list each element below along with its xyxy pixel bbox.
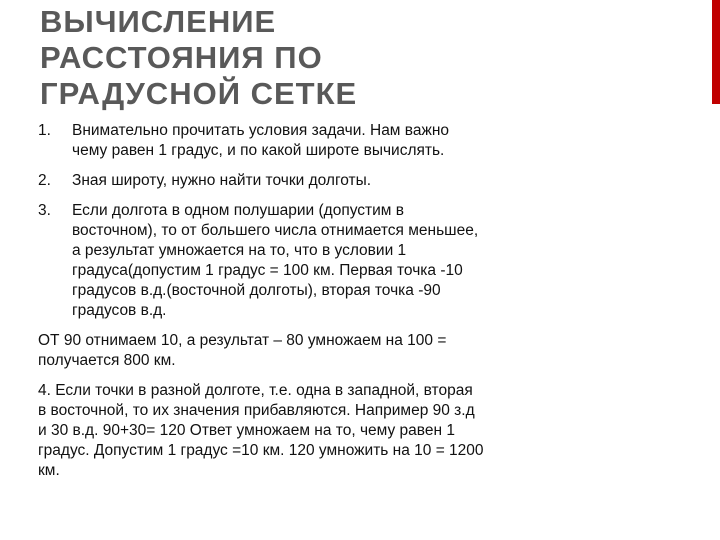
step-text xyxy=(72,121,638,161)
text-line: Зная широту, нужно найти точки долготы. xyxy=(72,172,372,189)
text-line: ОТ 90 отнимаем 10, а результат – 80 умножаем на 100 = xyxy=(38,332,447,349)
text-line: км. xyxy=(38,462,60,479)
step-item xyxy=(38,121,638,161)
text-line: градусов в.д. xyxy=(72,302,167,319)
step-number: 2. xyxy=(38,172,51,189)
text-line: восточном), то от большего числа отнимается меньшее, xyxy=(72,222,479,239)
text-line: Если долгота в одном полушарии (допустим в xyxy=(72,202,405,219)
text-line: Внимательно прочитать условия задачи. Нам важно xyxy=(72,122,450,139)
title-line: ГРАДУСНОЙ СЕТКЕ xyxy=(40,76,358,111)
text-line: в восточной, то их значения прибавляются. Например 90 з.д xyxy=(38,402,475,419)
calculation-paragraph xyxy=(38,331,638,371)
text-line: чему равен 1 градус, и по какой широте вычислять. xyxy=(72,142,445,159)
text-line: а результат умножается на то, что в условии 1 xyxy=(72,242,407,259)
text-line: получается 800 км. xyxy=(38,352,176,369)
text-line: градусов в.д.(восточной долготы), вторая точка -90 xyxy=(72,282,441,299)
title-line: РАССТОЯНИЯ ПО xyxy=(40,40,323,75)
step-item xyxy=(38,171,638,191)
text-line: и 30 в.д. 90+30= 120 Ответ умножаем на то, чему равен 1 xyxy=(38,422,455,439)
rule-paragraph xyxy=(38,381,638,481)
step-number: 1. xyxy=(38,122,51,139)
text-line: градуса(допустим 1 градус = 100 км. Первая точка -10 xyxy=(72,262,463,279)
title-line: ВЫЧИСЛЕНИЕ xyxy=(40,4,277,39)
slide-body xyxy=(38,121,638,481)
step-item xyxy=(38,201,638,321)
slide-title xyxy=(40,4,680,112)
step-text xyxy=(72,171,638,191)
step-number: 3. xyxy=(38,202,51,219)
text-line: 4. Если точки в разной долготе, т.е. одна в западной, вторая xyxy=(38,382,473,399)
steps-list xyxy=(38,121,638,321)
step-text xyxy=(72,201,638,321)
accent-bar xyxy=(712,0,720,104)
text-line: градус. Допустим 1 градус =10 км. 120 умножить на 10 = 1200 xyxy=(38,442,484,459)
